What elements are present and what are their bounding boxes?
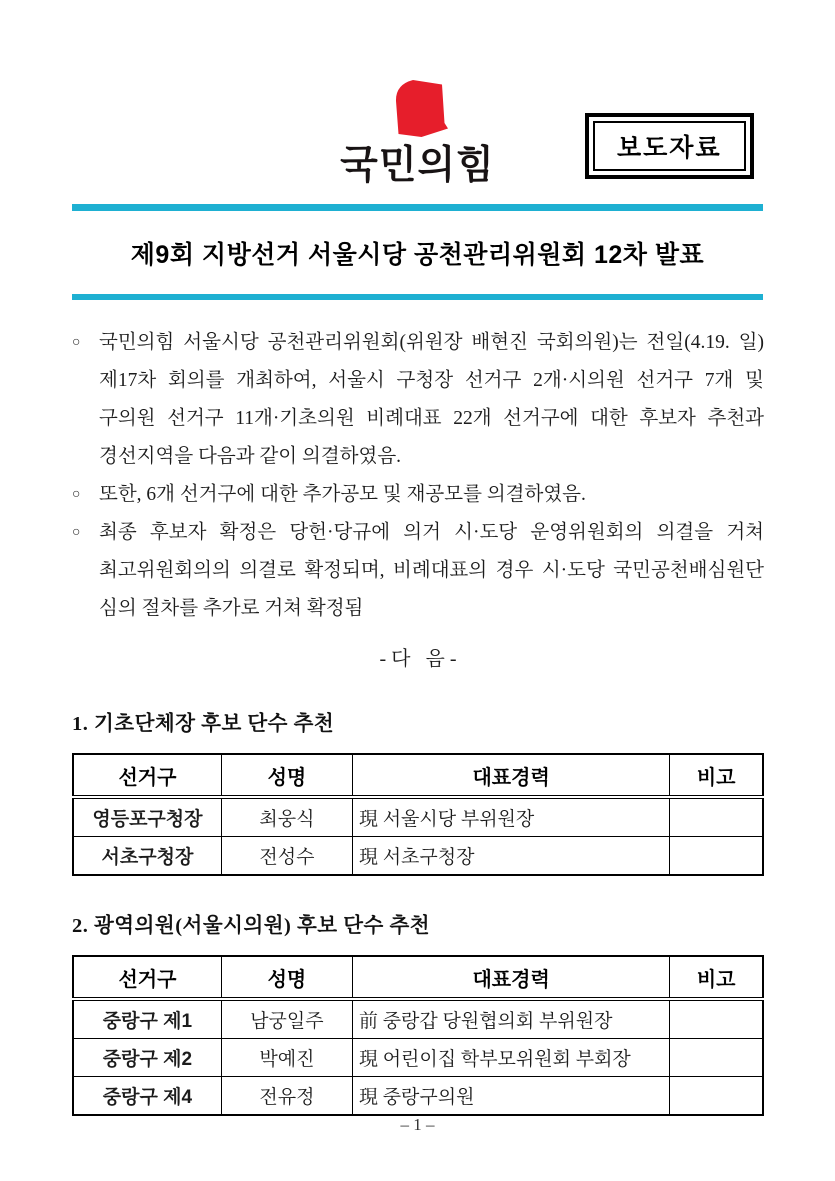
cell-career: 現 서초구청장	[352, 837, 669, 876]
section-1-table	[72, 753, 764, 876]
text-line: 또한, 6개 선거구에 대한 추가공모 및 재공모를 의결하였음.	[99, 484, 586, 505]
daum-divider: - 다 음 -	[379, 648, 457, 670]
column-header-career: 대표경력	[352, 754, 669, 797]
cell-note	[670, 797, 763, 837]
column-header-name: 성명	[221, 956, 352, 999]
section-2-heading: 2. 광역의원(서울시의원) 후보 단수 추천	[72, 915, 431, 937]
column-header-district: 선거구	[73, 754, 221, 797]
column-header-career: 대표경력	[352, 956, 669, 999]
bullet-text	[99, 476, 764, 514]
section-1-heading: 1. 기초단체장 후보 단수 추천	[72, 713, 335, 735]
bullet-paragraph	[72, 476, 764, 514]
cell-note	[670, 999, 763, 1039]
text-line: 국민의힘 서울시당 공천관리위원회(위원장 배현진 국회의원)는 전일(4.19. 일)	[99, 332, 764, 353]
table-row	[73, 999, 763, 1039]
text-line: 최종 후보자 확정은 당헌·당규에 의거 시·도당 운영위원회의 의결을 거쳐	[99, 522, 764, 543]
cell-district: 중랑구 제2	[73, 1039, 221, 1077]
document-title: 제9회 지방선거 서울시당 공천관리위원회 12차 발표	[130, 240, 705, 269]
table-row	[73, 837, 763, 876]
bullet-text	[99, 324, 764, 476]
party-logo	[308, 76, 528, 185]
press-release-badge-label: 보도자료	[593, 121, 746, 171]
table-row	[73, 1077, 763, 1116]
title-band	[72, 204, 763, 300]
cell-district: 영등포구청장	[73, 797, 221, 837]
table-header-row	[73, 754, 763, 797]
cell-career: 現 서울시당 부위원장	[352, 797, 669, 837]
bullet-circle-icon: ○	[72, 335, 81, 350]
cell-note	[670, 1039, 763, 1077]
cell-note	[670, 1077, 763, 1116]
bullet-circle-icon: ○	[72, 525, 81, 540]
bullet-paragraph	[72, 514, 764, 628]
column-header-note: 비고	[670, 956, 763, 999]
text-line: 경선지역을 다음과 같이 의결하였음.	[99, 446, 402, 467]
bullet-paragraph	[72, 324, 764, 476]
table-row	[73, 1039, 763, 1077]
column-header-note: 비고	[670, 754, 763, 797]
table-row	[73, 797, 763, 837]
press-release-badge	[585, 113, 754, 179]
column-header-district: 선거구	[73, 956, 221, 999]
page-number: – 1 –	[400, 1115, 435, 1134]
table-header-row	[73, 956, 763, 999]
cell-district: 중랑구 제4	[73, 1077, 221, 1116]
cell-name: 박예진	[221, 1039, 352, 1077]
party-logo-icon	[385, 76, 451, 144]
cell-district: 중랑구 제1	[73, 999, 221, 1039]
text-line: 심의 절차를 추가로 거쳐 확정됨	[99, 598, 364, 619]
text-line: 구의원 선거구 11개·기초의원 비례대표 22개 선거구에 대한 후보자 추천과	[99, 408, 764, 429]
cell-name: 전성수	[221, 837, 352, 876]
cell-name: 전유정	[221, 1077, 352, 1116]
cell-note	[670, 837, 763, 876]
cell-name: 최웅식	[221, 797, 352, 837]
cell-district: 서초구청장	[73, 837, 221, 876]
cell-name: 남궁일주	[221, 999, 352, 1039]
text-line: 제17차 회의를 개최하여, 서울시 구청장 선거구 2개·시의원 선거구 7개 및	[99, 370, 764, 391]
cell-career: 前 중랑갑 당원협의회 부위원장	[352, 999, 669, 1039]
text-line: 최고위원회의의 의결로 확정되며, 비례대표의 경우 시·도당 국민공천배심원단	[99, 560, 764, 581]
bullet-text	[99, 514, 764, 628]
cell-career: 現 중랑구의원	[352, 1077, 669, 1116]
document-body	[72, 324, 764, 1116]
bullet-circle-icon: ○	[72, 487, 81, 502]
party-logo-wordmark: 국민의힘	[340, 144, 495, 187]
column-header-name: 성명	[221, 754, 352, 797]
cell-career: 現 어린이집 학부모위원회 부회장	[352, 1039, 669, 1077]
section-2-table	[72, 955, 764, 1116]
